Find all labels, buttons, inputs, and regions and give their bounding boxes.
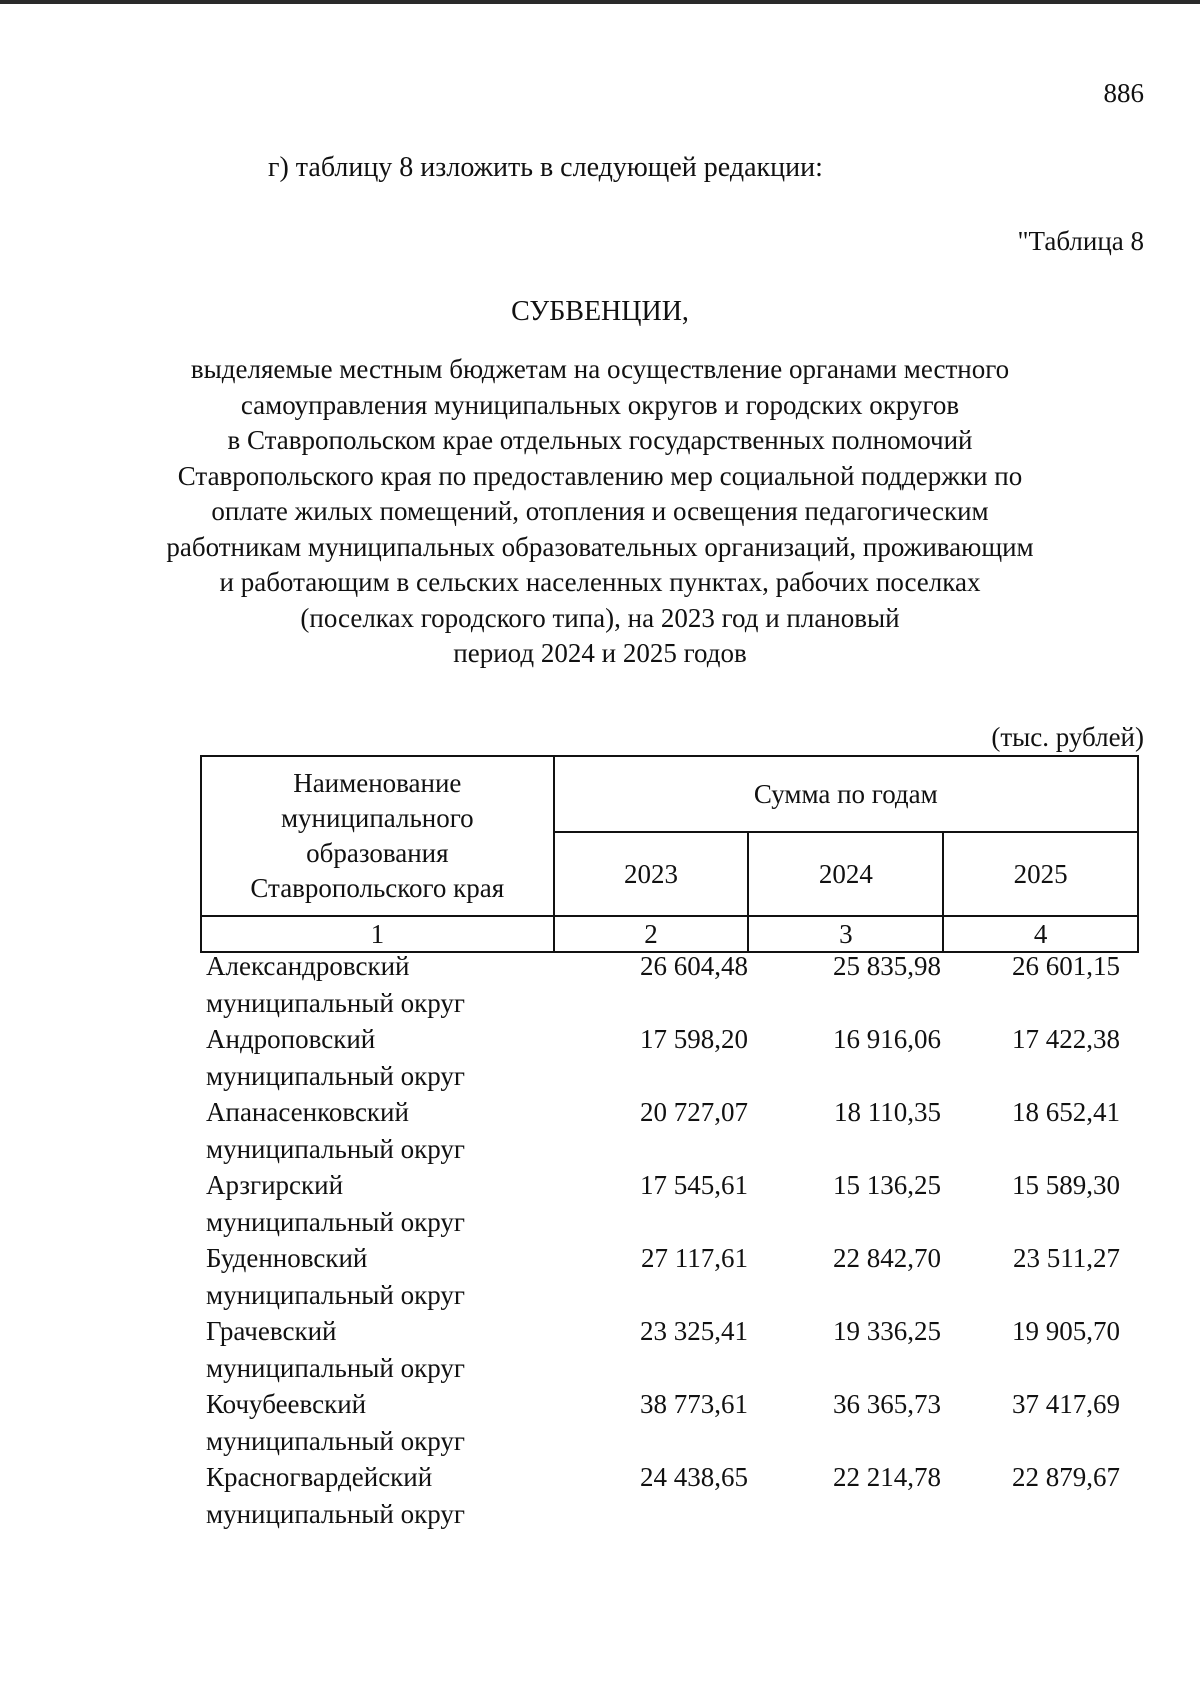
value-2023: 23 325,41: [640, 1316, 748, 1346]
header-name-line: Ставропольского края: [250, 873, 505, 903]
table-row: [200, 1459, 1139, 1532]
table-row: [200, 1021, 1139, 1094]
value-2023: 17 545,61: [640, 1170, 748, 1200]
table-row: [200, 948, 1139, 1021]
municipality-type: муниципальный округ: [206, 1134, 465, 1164]
subtitle-line: и работающим в сельских населенных пунктах, рабочих поселках: [219, 567, 981, 597]
value-2025: 37 417,69: [1012, 1389, 1120, 1419]
value-2024: 22 214,78: [833, 1462, 941, 1492]
subtitle-line: выделяемые местным бюджетам на осуществление органами местного: [190, 354, 1010, 384]
value-2023: 26 604,48: [640, 951, 748, 981]
header-name-cell: [201, 756, 554, 916]
scan-edge: [0, 0, 1200, 4]
municipality-type: муниципальный округ: [206, 1061, 465, 1091]
municipality-type: муниципальный округ: [206, 1353, 465, 1383]
subtitle-line: (поселках городского типа), на 2023 год и плановый: [300, 602, 900, 633]
header-year-2023: 2023: [554, 832, 749, 916]
intro-text: г) таблицу 8 изложить в следующей редакции:: [268, 152, 823, 183]
column-number: 1: [201, 916, 554, 952]
municipality-title: Арзгирский: [206, 1170, 344, 1200]
value-2024: 19 336,25: [833, 1316, 941, 1346]
municipality-title: Александровский: [206, 951, 410, 981]
value-2025: 15 589,30: [1012, 1170, 1120, 1200]
value-2024: 16 916,06: [833, 1024, 941, 1054]
municipality-title: Апанасенковский: [206, 1097, 409, 1127]
table-label: "Таблица 8: [1017, 226, 1144, 256]
value-2023: 38 773,61: [640, 1389, 748, 1419]
municipality-type: муниципальный округ: [206, 1499, 465, 1529]
document-subtitle: [150, 352, 1050, 672]
municipality-title: Кочубеевский: [206, 1389, 367, 1419]
value-2024: 15 136,25: [833, 1170, 941, 1200]
value-2025: 22 879,67: [1012, 1462, 1120, 1492]
value-2023: 20 727,07: [640, 1097, 748, 1127]
municipality-title: Буденновский: [206, 1243, 368, 1273]
page-number: 886: [1103, 78, 1144, 108]
header-name-line: муниципального: [280, 803, 474, 833]
header-name-line: образования: [306, 838, 449, 868]
document-title: СУБВЕНЦИИ,: [511, 296, 689, 327]
municipality-name: [206, 1021, 465, 1095]
municipality-name: [206, 1313, 465, 1387]
subtitle-line: оплате жилых помещений, отопления и освещения педагогическим: [211, 496, 989, 526]
table-row: [200, 1167, 1139, 1240]
municipality-name: [206, 1240, 465, 1314]
value-2025: 23 511,27: [1013, 1243, 1120, 1273]
units-label: (тыс. рублей): [991, 722, 1144, 752]
value-2024: 36 365,73: [833, 1389, 941, 1419]
municipality-name: [206, 1459, 465, 1533]
municipality-title: Красногвардейский: [206, 1462, 433, 1492]
municipality-name: [206, 1094, 465, 1168]
value-2023: 17 598,20: [640, 1024, 748, 1054]
subtitle-line: самоуправления муниципальных округов и городских округов: [240, 389, 960, 420]
column-number: 4: [943, 916, 1138, 952]
column-number: 2: [554, 916, 749, 952]
municipality-type: муниципальный округ: [206, 1426, 465, 1456]
municipality-name: [206, 1386, 465, 1460]
table-row: [200, 1094, 1139, 1167]
header-name-line: Наименование: [293, 768, 462, 798]
value-2024: 22 842,70: [833, 1243, 941, 1273]
subtitle-line: работникам муниципальных образовательных организаций, проживающим: [166, 531, 1034, 562]
table-row: [200, 1386, 1139, 1459]
value-2025: 19 905,70: [1012, 1316, 1120, 1346]
value-2025: 17 422,38: [1012, 1024, 1120, 1054]
table-row: [200, 1240, 1139, 1313]
municipality-type: муниципальный округ: [206, 988, 465, 1018]
value-2023: 24 438,65: [640, 1462, 748, 1492]
municipality-name: [206, 1167, 465, 1241]
municipality-type: муниципальный округ: [206, 1280, 465, 1310]
header-year-2025: 2025: [943, 832, 1138, 916]
table-header: [200, 755, 1139, 953]
header-year-2024: 2024: [748, 832, 943, 916]
value-2025: 26 601,15: [1012, 951, 1120, 981]
subtitle-line: период 2024 и 2025 годов: [453, 638, 747, 668]
municipality-title: Грачевский: [206, 1316, 337, 1346]
value-2024: 18 110,35: [834, 1097, 941, 1127]
column-number: 3: [748, 916, 943, 952]
municipality-type: муниципальный округ: [206, 1207, 465, 1237]
header-sum-cell: Сумма по годам: [554, 756, 1138, 832]
value-2025: 18 652,41: [1012, 1097, 1120, 1127]
value-2024: 25 835,98: [833, 951, 941, 981]
table-body: [200, 948, 1139, 1532]
municipality-title: Андроповский: [206, 1024, 376, 1054]
subtitle-line: в Ставропольском крае отдельных государственных полномочий: [227, 425, 973, 455]
table-row: [200, 1313, 1139, 1386]
subtitle-line: Ставропольского края по предоставлению мер социальной поддержки по: [177, 460, 1023, 491]
municipality-name: [206, 948, 465, 1022]
value-2023: 27 117,61: [641, 1243, 748, 1273]
